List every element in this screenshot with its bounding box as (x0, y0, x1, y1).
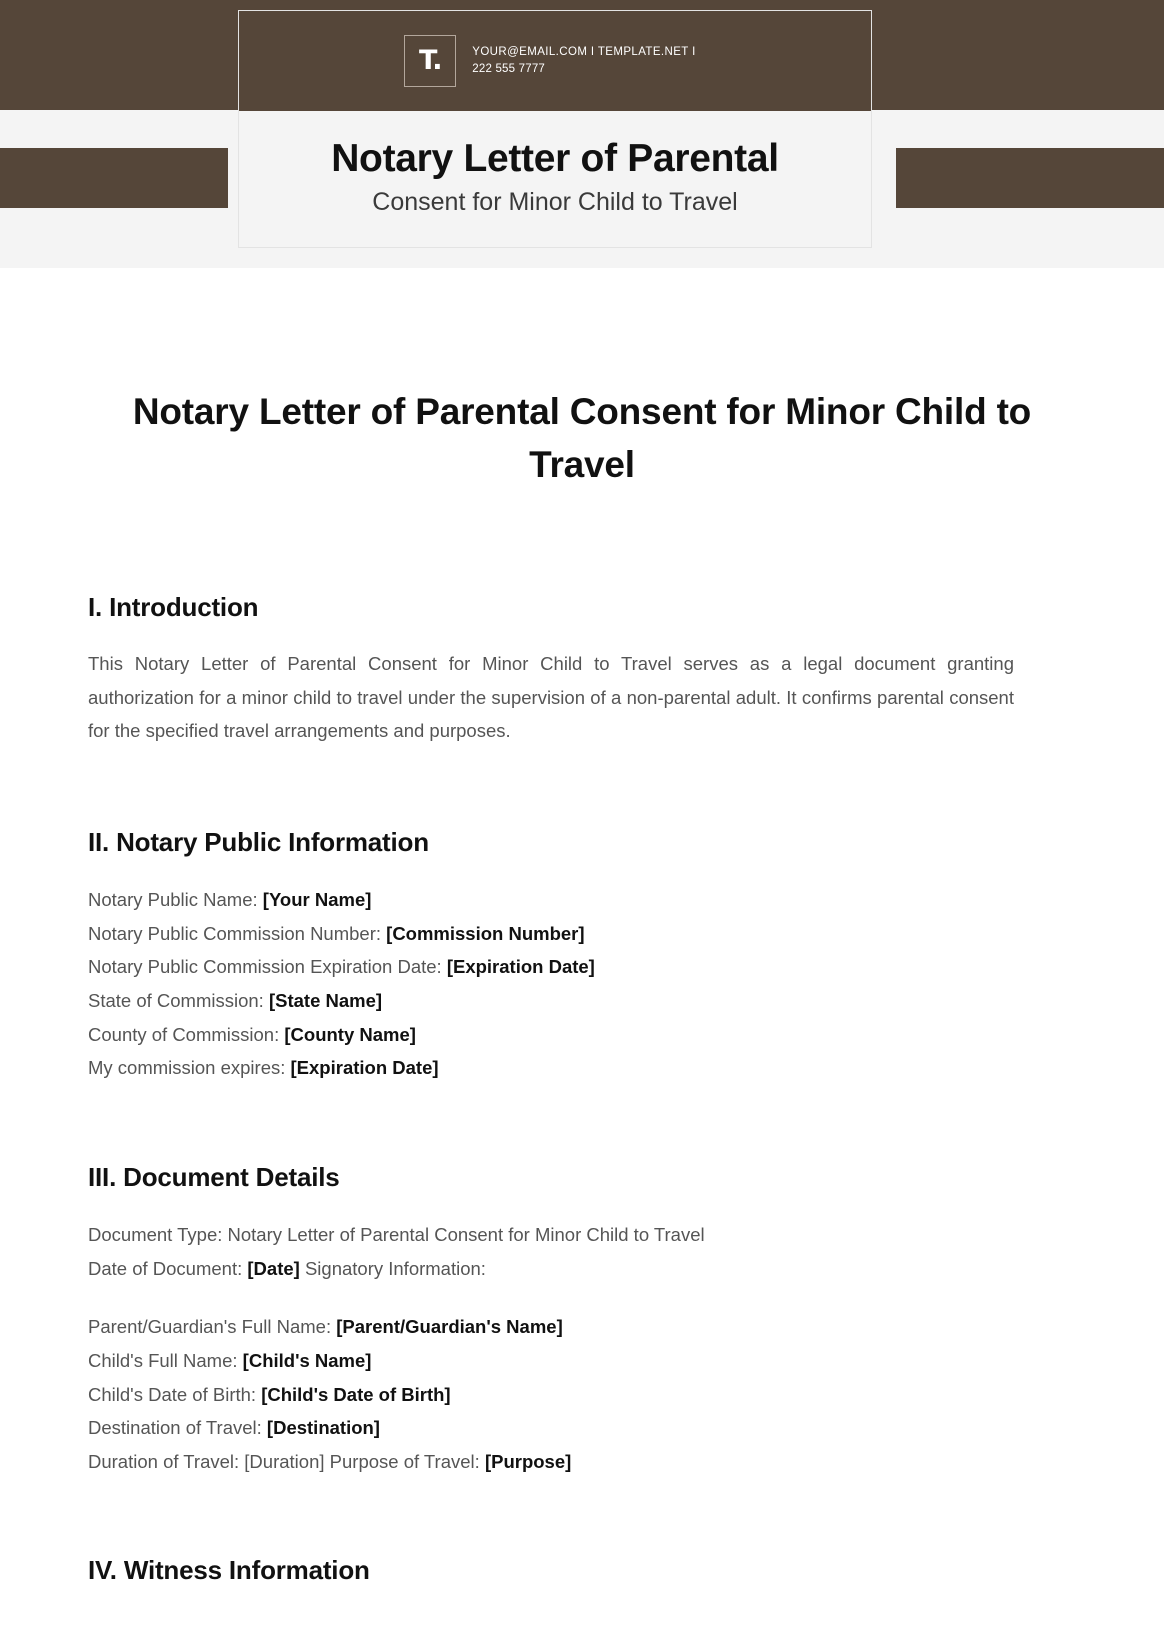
field-row (88, 1018, 1076, 1052)
field-label: Duration of Travel: (88, 1450, 245, 1472)
header-center-panel (238, 10, 872, 248)
field-row (88, 883, 1076, 917)
field-row (88, 1051, 1076, 1085)
field-row (88, 1411, 1076, 1445)
field-list-notary-public-information (88, 858, 1076, 1085)
document-header-banner (0, 0, 1164, 268)
header-title-block (239, 111, 871, 249)
field-row (88, 950, 1076, 984)
field-row (88, 1252, 1076, 1286)
field-value: [Date] (247, 1257, 300, 1279)
heading-introduction: I. Introduction (88, 592, 259, 623)
field-label: State of Commission: (88, 990, 269, 1011)
field-value: [Your Name] (262, 889, 372, 911)
field-value: [Child's Date of Birth] (261, 1383, 451, 1405)
field-row (88, 1445, 1076, 1479)
contact-phone: 222 555 7777 (472, 63, 546, 75)
header-title-subtitle: Consent for Minor Child to Travel (372, 187, 738, 216)
header-left-accent-bar (0, 148, 228, 208)
field-row (88, 1378, 1076, 1412)
field-label: County of Commission: (88, 1023, 285, 1045)
field-value: [State Name] (268, 990, 383, 1011)
header-title-main: Notary Letter of Parental (331, 137, 779, 180)
field-row (88, 1218, 1076, 1252)
field-label: Destination of Travel: (88, 1417, 267, 1439)
heading-witness-information: IV. Witness Information (88, 1554, 370, 1585)
field-row (88, 1344, 1076, 1378)
field-row (88, 917, 1076, 951)
paragraph-introduction: This Notary Letter of Parental Consent for Minor Child to Travel serves as a legal document granting authorization for a minor child to travel under the supervision of a non-parental adult. It confirms parental consent for the specified travel arrangements and purposes. (88, 653, 1014, 742)
field-value: [Parent/Guardian's Name] (336, 1316, 563, 1338)
heading-document-details: III. Document Details (88, 1161, 340, 1192)
logo-letter-t: T. (418, 44, 442, 76)
field-label: Child's Full Name: (88, 1349, 243, 1371)
contact-info (472, 44, 695, 77)
field-value: [Commission Number] (386, 922, 585, 944)
page-title: Notary Letter of Parental Consent for Minor Child to Travel (132, 391, 1032, 485)
field-value: Notary Letter of Parental Consent for Minor Child to Travel (227, 1223, 705, 1245)
field-label: Child's Date of Birth: (88, 1383, 262, 1405)
field-list-document-details-primary (88, 1193, 1076, 1285)
field-label: Parent/Guardian's Full Name: (88, 1316, 337, 1338)
field-value: [Expiration Date] (446, 956, 595, 978)
field-value: [Destination] (266, 1417, 380, 1439)
header-right-accent-bar (896, 148, 1164, 208)
field-label: My commission expires: (88, 1057, 291, 1079)
field-label: Notary Public Name: (88, 889, 263, 911)
field-value: [Expiration Date] (290, 1057, 439, 1079)
field-label: Document Type: (88, 1223, 228, 1245)
field-label: Notary Public Commission Number: (88, 922, 387, 944)
field-suffix: Signatory Information: (299, 1257, 486, 1279)
template-logo-icon (404, 35, 456, 87)
document-body (0, 268, 1164, 1586)
brand-row (404, 35, 695, 87)
field-value: [Duration] (244, 1450, 325, 1472)
field-row (88, 1310, 1076, 1344)
field-suffix: Purpose of Travel: (324, 1450, 485, 1472)
field-row (88, 984, 1076, 1018)
field-list-document-details-signatory (88, 1285, 1076, 1478)
contact-email-website: YOUR@EMAIL.COM I TEMPLATE.NET I (472, 46, 696, 59)
field-value: [Child's Name] (242, 1349, 372, 1371)
field-label: Date of Document: (88, 1257, 248, 1279)
header-brand-strip (239, 11, 871, 111)
field-label: Notary Public Commission Expiration Date: (88, 956, 447, 978)
field-value: [County Name] (284, 1023, 416, 1045)
field-suffix-value: [Purpose] (484, 1450, 572, 1472)
heading-notary-public-information: II. Notary Public Information (88, 827, 429, 858)
